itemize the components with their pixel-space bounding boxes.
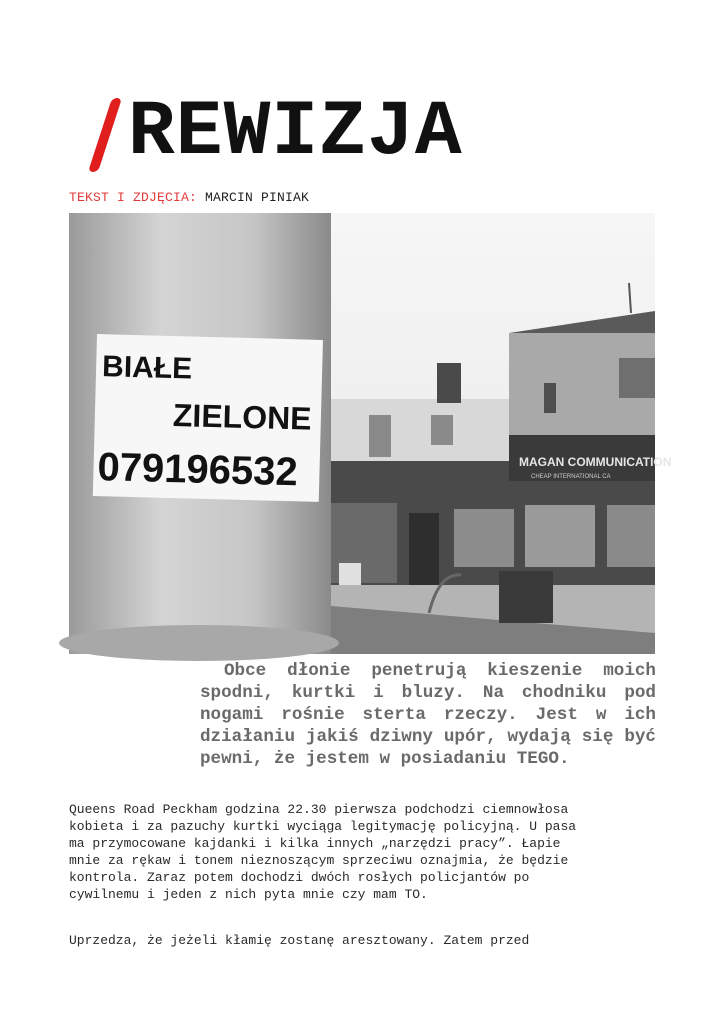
byline-label: TEKST I ZDJĘCIA:	[69, 190, 198, 205]
body-paragraph-2: Uprzedza, że jeżeli kłamię zostanę aresztowany. Zatem przed	[69, 933, 530, 948]
sticker-line-3: 079196532	[96, 445, 299, 495]
title-text: REWIZJA	[128, 89, 463, 177]
sticker-line-1: BIAŁE	[101, 350, 193, 386]
byline-author: MARCIN PINIAK	[205, 190, 310, 205]
article-title	[100, 88, 463, 178]
shop-subsign: CHEAP INTERNATIONAL CA	[531, 474, 611, 480]
red-slash-mark	[88, 98, 122, 172]
sticker	[93, 334, 323, 502]
shop-sign: MAGAN COMMUNICATION	[519, 455, 672, 469]
street-photo	[69, 213, 672, 654]
lead-paragraph: Obce dłonie penetrują kieszenie moich spodni, kurtki i bluzy. Na chodniku pod nogami rośnie sterta rzeczy. Jest w ich działaniu jakiś dziwny upór, wydają się być pewni, że jestem w posiadaniu TEGO.	[200, 661, 656, 769]
body-paragraph-1: Queens Road Peckham godzina 22.30 pierwsza podchodzi ciemnowłosa kobieta i za pazuchy kurtki wyciąga legitymację policyjną. U pasa ma przymocowane kajdanki i kilka innych „narzędzi pracy”. Łapie mnie za rękaw i tonem nieznoszącym sprzeciwu oznajmia, że będzie kontrola. Zaraz potem dochodzi dwóch rosłych policjantów po cywilnemu i jeden z nich pyta mnie czy mam TO.	[69, 802, 577, 902]
sticker-line-2: ZIELONE	[172, 397, 313, 437]
byline	[69, 190, 309, 205]
